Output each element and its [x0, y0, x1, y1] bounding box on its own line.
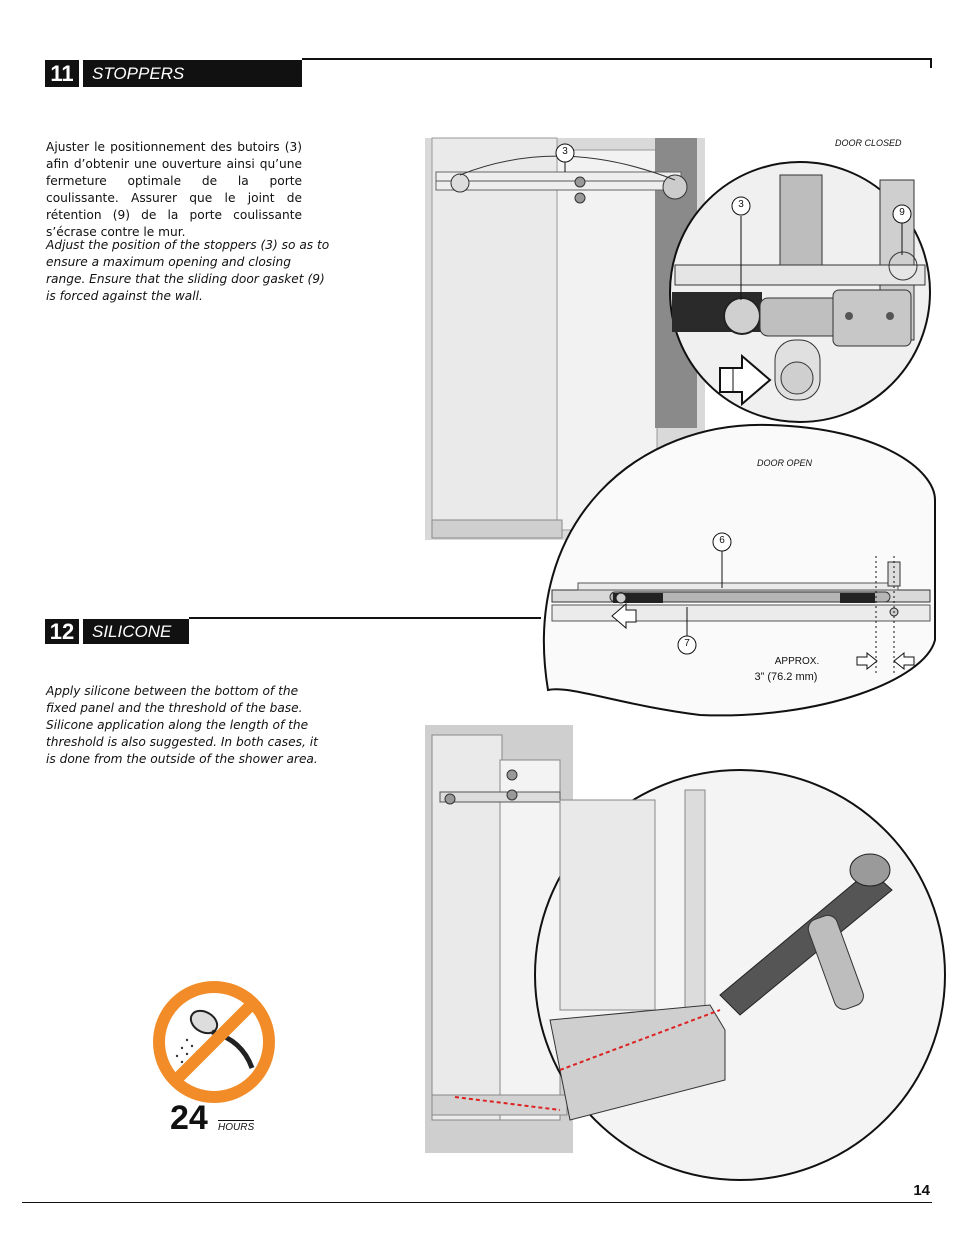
cure-time-value: 24 — [170, 1099, 208, 1137]
no-shower-icon — [152, 980, 276, 1104]
step11-title: STOPPERS — [83, 60, 302, 87]
page-number: 14 — [913, 1182, 930, 1199]
step11-number: 11 — [45, 60, 79, 87]
step12-number: 12 — [45, 619, 79, 644]
footer-rule — [22, 1202, 932, 1203]
door-closed-label: DOOR CLOSED — [835, 138, 902, 148]
step12-title: SILICONE — [83, 619, 189, 644]
callout-7: 7 — [684, 638, 690, 649]
callout-9: 9 — [899, 207, 905, 218]
silicone-detail-circle — [535, 770, 945, 1180]
step12-text: Apply silicone between the bottom of the fixed panel and the threshold of the base. Silicone application along the length of the threshold is also suggested. In both cases, it is done from the outside of the shower area. — [46, 684, 318, 766]
door-open-label: DOOR OPEN — [757, 458, 813, 468]
cure-time-unit: HOURS — [218, 1122, 255, 1133]
callout-6: 6 — [719, 535, 725, 546]
approx-value: 3” (76.2 mm) — [754, 671, 818, 683]
approx-label: APPROX. — [774, 656, 820, 667]
step11-text-fr: Ajuster le positionnement des butoirs (3) afin d’obtenir une ouverture ainsi qu’une fermeture optimale de la porte coulissante. Assurer que le joint de rétention (9) de la porte coulissante s’écrase contre le mur. — [46, 140, 302, 239]
callout-3-top: 3 — [562, 146, 568, 157]
callout-3-detail: 3 — [738, 199, 744, 210]
step11-text-en: Adjust the position of the stoppers (3) so as to ensure a maximum opening and closing range. Ensure that the sliding door gasket (9) is forced against the wall. — [46, 238, 330, 303]
